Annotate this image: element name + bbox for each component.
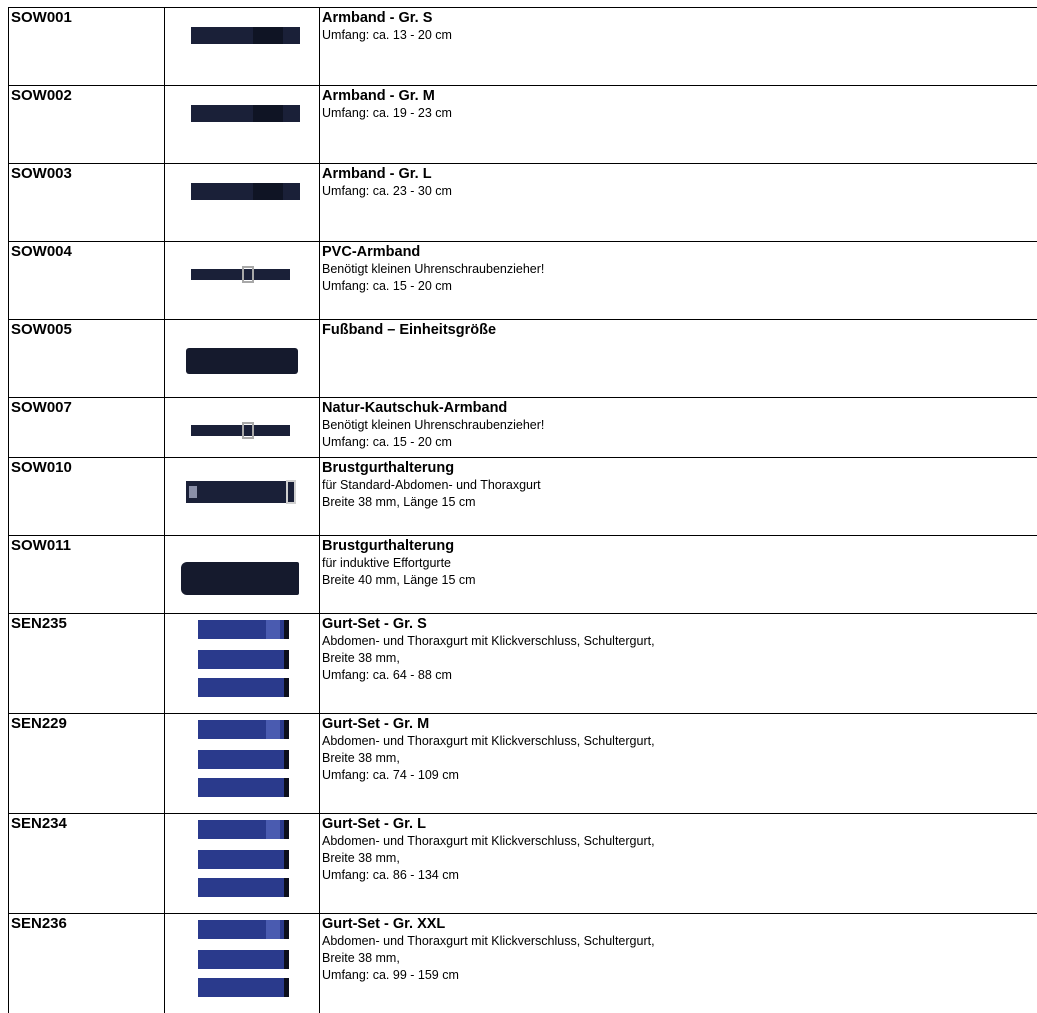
column-divider xyxy=(8,8,9,85)
article-number: SOW002 xyxy=(11,87,72,104)
description-line: Abdomen- und Thoraxgurt mit Klickverschluss, Schultergurt, xyxy=(322,834,655,848)
column-divider xyxy=(319,164,320,241)
article-number: SOW005 xyxy=(11,321,72,338)
product-description xyxy=(322,321,496,339)
product-description xyxy=(322,459,541,511)
velcro-tab xyxy=(266,920,280,939)
holder-body xyxy=(181,562,299,595)
article-number: SOW003 xyxy=(11,165,72,182)
belt-strap xyxy=(198,950,289,969)
belt-end xyxy=(284,750,289,769)
column-divider xyxy=(8,164,9,241)
belt-end xyxy=(284,978,289,997)
description-line: Abdomen- und Thoraxgurt mit Klickverschluss, Schultergurt, xyxy=(322,634,655,648)
product-title: Gurt-Set - Gr. L xyxy=(322,816,426,832)
belt-end xyxy=(284,620,289,639)
table-row xyxy=(8,913,1037,1013)
column-divider xyxy=(8,914,9,1013)
product-image xyxy=(164,814,319,913)
strap-body xyxy=(191,105,300,122)
strap-body xyxy=(191,27,300,44)
belt-strap xyxy=(198,978,289,997)
buckle-icon xyxy=(242,266,254,283)
table-row xyxy=(8,85,1037,163)
product-description xyxy=(322,815,655,884)
product-image xyxy=(164,164,319,241)
column-divider xyxy=(8,614,9,713)
article-number: SEN234 xyxy=(11,815,67,832)
product-title: Natur-Kautschuk-Armband xyxy=(322,400,508,416)
product-image xyxy=(164,320,319,397)
column-divider xyxy=(319,536,320,613)
column-divider xyxy=(319,914,320,1013)
description-line: Benötigt kleinen Uhrenschraubenzieher! xyxy=(322,418,545,432)
product-description xyxy=(322,9,452,44)
product-title: Armband - Gr. M xyxy=(322,88,435,104)
product-title: Gurt-Set - Gr. XXL xyxy=(322,916,446,932)
product-description xyxy=(322,243,544,295)
description-line: für induktive Effortgurte xyxy=(322,556,452,570)
product-description xyxy=(322,915,655,984)
strap-body xyxy=(191,183,300,200)
table-row xyxy=(8,813,1037,913)
description-line: Umfang: ca. 13 - 20 cm xyxy=(322,28,452,42)
article-number: SOW011 xyxy=(11,537,72,554)
belt-strap xyxy=(198,650,289,669)
product-description xyxy=(322,399,544,451)
product-image xyxy=(164,536,319,613)
column-divider xyxy=(319,242,320,319)
description-line: Umfang: ca. 74 - 109 cm xyxy=(322,768,459,782)
description-line: Abdomen- und Thoraxgurt mit Klickverschluss, Schultergurt, xyxy=(322,734,655,748)
strap-body xyxy=(191,425,290,436)
description-line: Breite 38 mm, xyxy=(322,851,400,865)
product-description xyxy=(322,715,655,784)
strap-velcro-patch xyxy=(253,105,283,122)
holder-body xyxy=(186,481,296,503)
product-title: Brustgurthalterung xyxy=(322,538,455,554)
product-image xyxy=(164,8,319,85)
table-row xyxy=(8,457,1037,535)
article-number: SOW001 xyxy=(11,9,72,26)
belt-strap xyxy=(198,678,289,697)
belt-strap xyxy=(198,778,289,797)
description-line: Umfang: ca. 64 - 88 cm xyxy=(322,668,452,682)
strap-velcro-patch xyxy=(253,183,283,200)
column-divider xyxy=(8,320,9,397)
belt-end xyxy=(284,650,289,669)
column-divider xyxy=(319,398,320,457)
table-row xyxy=(8,397,1037,457)
belt-end xyxy=(284,678,289,697)
article-number: SEN236 xyxy=(11,915,67,932)
table-row xyxy=(8,535,1037,613)
article-number: SEN235 xyxy=(11,615,67,632)
column-divider xyxy=(8,398,9,457)
description-line: Umfang: ca. 23 - 30 cm xyxy=(322,184,452,198)
product-image xyxy=(164,242,319,319)
product-image xyxy=(164,458,319,535)
table-row xyxy=(8,163,1037,241)
description-line: Benötigt kleinen Uhrenschraubenzieher! xyxy=(322,262,545,276)
product-image xyxy=(164,614,319,713)
description-line: Umfang: ca. 99 - 159 cm xyxy=(322,968,459,982)
table-row xyxy=(8,613,1037,713)
description-line: Umfang: ca. 86 - 134 cm xyxy=(322,868,459,882)
table-row xyxy=(8,713,1037,813)
column-divider xyxy=(319,8,320,85)
column-divider xyxy=(8,86,9,163)
product-description xyxy=(322,615,655,684)
product-description xyxy=(322,537,476,589)
belt-strap xyxy=(198,720,289,739)
belt-end xyxy=(284,820,289,839)
velcro-tab xyxy=(266,620,280,639)
description-line: für Standard-Abdomen- und Thoraxgurt xyxy=(322,478,541,492)
product-table xyxy=(8,7,1037,1013)
table-row xyxy=(8,7,1037,85)
belt-strap xyxy=(198,820,289,839)
belt-strap xyxy=(198,850,289,869)
description-line: Umfang: ca. 19 - 23 cm xyxy=(322,106,452,120)
velcro-tab xyxy=(266,820,280,839)
product-title: Armband - Gr. S xyxy=(322,10,433,26)
product-image xyxy=(164,86,319,163)
table-row xyxy=(8,319,1037,397)
product-title: Fußband – Einheitsgröße xyxy=(322,322,497,338)
description-line: Abdomen- und Thoraxgurt mit Klickverschluss, Schultergurt, xyxy=(322,934,655,948)
description-line: Breite 38 mm, Länge 15 cm xyxy=(322,495,476,509)
article-number: SEN229 xyxy=(11,715,67,732)
strap-velcro-patch xyxy=(253,27,283,44)
column-divider xyxy=(8,714,9,813)
column-divider xyxy=(8,458,9,535)
column-divider xyxy=(8,242,9,319)
belt-end xyxy=(284,720,289,739)
belt-end xyxy=(284,778,289,797)
column-divider xyxy=(319,86,320,163)
description-line: Breite 38 mm, xyxy=(322,951,400,965)
column-divider xyxy=(319,614,320,713)
product-description xyxy=(322,87,452,122)
product-image xyxy=(164,714,319,813)
product-title: Armband - Gr. L xyxy=(322,166,432,182)
foot-band xyxy=(186,348,298,374)
belt-strap xyxy=(198,750,289,769)
article-number: SOW004 xyxy=(11,243,72,260)
product-title: Gurt-Set - Gr. M xyxy=(322,716,430,732)
description-line: Umfang: ca. 15 - 20 cm xyxy=(322,435,452,449)
product-image xyxy=(164,398,319,457)
buckle-icon xyxy=(286,480,296,504)
description-line: Breite 40 mm, Länge 15 cm xyxy=(322,573,476,587)
product-title: PVC-Armband xyxy=(322,244,421,260)
product-title: Gurt-Set - Gr. S xyxy=(322,616,427,632)
column-divider xyxy=(319,714,320,813)
belt-strap xyxy=(198,920,289,939)
article-number: SOW010 xyxy=(11,459,72,476)
column-divider xyxy=(319,458,320,535)
belt-end xyxy=(284,920,289,939)
article-number: SOW007 xyxy=(11,399,72,416)
belt-end xyxy=(284,950,289,969)
column-divider xyxy=(319,320,320,397)
product-description xyxy=(322,165,452,200)
velcro-tab xyxy=(266,720,280,739)
belt-strap xyxy=(198,620,289,639)
belt-end xyxy=(284,850,289,869)
belt-end xyxy=(284,878,289,897)
column-divider xyxy=(8,814,9,913)
product-title: Brustgurthalterung xyxy=(322,460,455,476)
table-row xyxy=(8,241,1037,319)
product-image xyxy=(164,914,319,1013)
clip-icon xyxy=(189,486,197,498)
description-line: Umfang: ca. 15 - 20 cm xyxy=(322,279,452,293)
description-line: Breite 38 mm, xyxy=(322,651,400,665)
belt-strap xyxy=(198,878,289,897)
buckle-icon xyxy=(242,422,254,439)
description-line: Breite 38 mm, xyxy=(322,751,400,765)
strap-body xyxy=(191,269,290,280)
column-divider xyxy=(319,814,320,913)
column-divider xyxy=(8,536,9,613)
